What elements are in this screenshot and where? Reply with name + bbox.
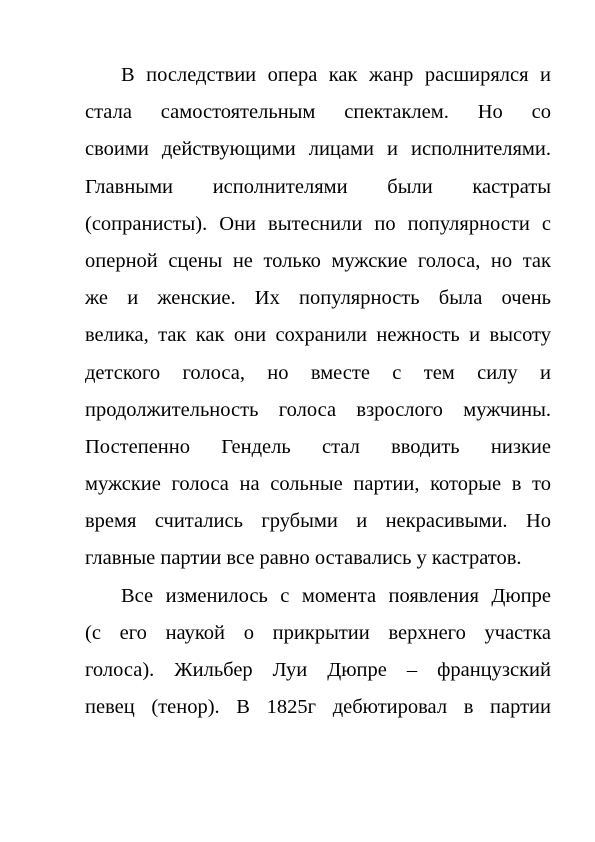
text-line: продолжительность голоса взрослого мужчины. <box>85 398 551 421</box>
text-line: мужские голоса на сольные партии, которые в то <box>85 473 551 496</box>
paragraph-2 <box>85 578 551 727</box>
text-line: стала самостоятельным спектаклем. Но со <box>85 101 551 124</box>
text-line: Главными исполнителями были кастраты <box>85 175 551 198</box>
text-line: же и женские. Их популярность была очень <box>85 287 551 310</box>
text-line: время считались грубыми и некрасивыми. Но <box>85 510 551 533</box>
text-line: В последствии опера как жанр расширялся и <box>121 64 551 86</box>
text-line: голоса). Жильбер Луи Дюпре – французский <box>85 659 551 681</box>
text-line: (сопранисты). Они вытеснили по популярности с <box>85 212 551 235</box>
text-line: Все изменилось с момента появления Дюпре <box>121 584 551 607</box>
text-line: детского голоса, но вместе с тем силу и <box>85 361 551 384</box>
text-line: своими действующими лицами и исполнителями. <box>85 138 551 161</box>
text-line: (с его наукой о прикрытии верхнего участка <box>85 621 551 644</box>
text-line: Постепенно Гендель стал вводить низкие <box>85 435 551 458</box>
document-body <box>85 57 551 726</box>
text-line: главные партии все равно оставались у кастратов. <box>85 547 522 570</box>
text-line: велика, так как они сохранили нежность и высоту <box>85 324 551 347</box>
text-line: певец (тенор). В 1825г дебютировал в партии <box>85 696 551 719</box>
paragraph-1 <box>85 57 551 578</box>
text-line: оперной сцены не только мужские голоса, но так <box>85 249 551 272</box>
